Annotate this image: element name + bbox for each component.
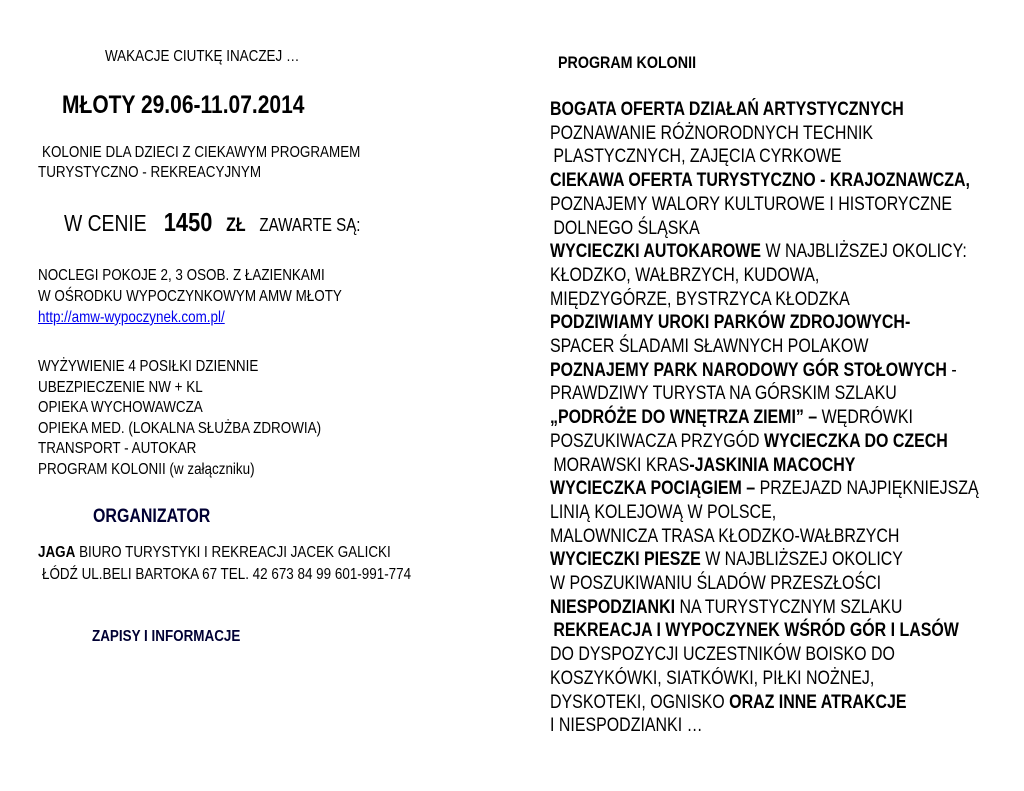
program-line-13: PRAWDZIWY TURYSTA NA GÓRSKIM SZLAKU xyxy=(550,383,897,405)
organizer-heading: ORGANIZATOR xyxy=(93,506,211,527)
program-line-25: KOSZYKÓWKI, SIATKÓWKI, PIŁKI NOŻNEJ, xyxy=(550,667,875,689)
price-line xyxy=(64,207,361,241)
included-item-meals: WYŻYWIENIE 4 POSIŁKI DZIENNIE xyxy=(38,358,259,375)
program-line-7-bold: WYCIECZKI AUTOKAROWE xyxy=(550,241,762,263)
program-line-14 xyxy=(550,406,979,430)
program-line-5: POZNAJEMY WALORY KULTUROWE I HISTORYCZNE xyxy=(550,193,953,215)
included-item-program: PROGRAM KOLONII (w załączniku) xyxy=(38,460,255,478)
price-prefix: W CENIE xyxy=(64,210,147,236)
program-line-15 xyxy=(550,430,979,454)
program-line-16-rest: MORAWSKI KRAS xyxy=(553,454,690,476)
price-currency: ZŁ xyxy=(226,215,246,236)
program-heading: PROGRAM KOLONII xyxy=(558,53,697,72)
program-line-20-rest: W NAJBLIŻSZEJ OKOLICY xyxy=(700,549,903,571)
program-line-15-rest: POSZUKIWACZA PRZYGÓD xyxy=(550,430,765,452)
program-list xyxy=(550,98,979,738)
included-item-transport: TRANSPORT - AUTOKAR xyxy=(38,440,197,457)
program-line-12 xyxy=(550,359,979,383)
program-line-26-rest: DYSKOTEKI, OGNISKO xyxy=(550,691,730,713)
program-line-7 xyxy=(550,240,979,264)
program-line-22-rest: NA TURYSTYCZNYM SZLAKU xyxy=(675,596,903,618)
program-line-7-rest: W NAJBLIŻSZEJ OKOLICY: xyxy=(761,241,967,263)
program-line-15-bold: WYCIECZKA DO CZECH xyxy=(764,430,948,452)
price-suffix: ZAWARTE SĄ: xyxy=(259,215,361,235)
program-line-16-bold: -JASKINIA MACOCHY xyxy=(689,454,856,476)
program-line-14-rest: WĘDRÓWKI xyxy=(817,407,913,429)
program-line-14-bold: „PODRÓŻE DO WNĘTRZA ZIEMI” – xyxy=(550,407,818,429)
program-line-23: REKREACJA I WYPOCZYNEK WŚRÓD GÓR I LASÓW xyxy=(553,620,959,642)
program-line-4: CIEKAWA OFERTA TURYSTYCZNO - KRAJOZNAWCZA, xyxy=(550,170,970,192)
program-line-17-rest: PRZEJAZD NAJPIĘKNIEJSZĄ xyxy=(755,478,979,500)
included-list xyxy=(38,357,321,480)
program-line-24: DO DYSPOZYCJI UCZESTNIKÓW BOISKO DO xyxy=(550,644,895,666)
organizer-address: ŁÓDŹ UL.BELI BARTOKA 67 TEL. 42 673 84 99 601-991-774 xyxy=(42,566,412,583)
organizer-name xyxy=(38,543,391,563)
program-line-19: MALOWNICZA TRASA KŁODZKO-WAŁBRZYCH xyxy=(550,525,900,547)
lodging-link[interactable]: http://amw-wypoczynek.com.pl/ xyxy=(38,309,225,326)
program-line-11: SPACER ŚLADAMI SŁAWNYCH POLAKOW xyxy=(550,336,869,358)
price-value: 1450 xyxy=(163,207,213,237)
organizer-name-rest: BIURO TURYSTYKI I REKREACJI JACEK GALICKI xyxy=(75,544,391,561)
subtitle-line-2: TURYSTYCZNO - REKREACYJNYM xyxy=(38,164,262,181)
program-line-20-bold: WYCIECZKI PIESZE xyxy=(550,549,701,571)
program-line-26-bold: ORAZ INNE ATRAKCJE xyxy=(729,691,907,713)
program-line-10: PODZIWIAMY UROKI PARKÓW ZDROJOWYCH- xyxy=(550,312,911,334)
program-line-12-bold: POZNAJEMY PARK NARODOWY GÓR STOŁOWYCH xyxy=(550,359,947,381)
signup-heading: ZAPISY I INFORMACJE xyxy=(92,628,241,645)
lodging-line-1: NOCLEGI POKOJE 2, 3 OSOB. Z ŁAZIENKAMI xyxy=(38,267,325,284)
lodging-line-2: W OŚRODKU WYPOCZYNKOWYM AMW MŁOTY xyxy=(38,288,342,305)
program-line-17-bold: WYCIECZKA POCIĄGIEM – xyxy=(550,478,756,500)
program-line-26 xyxy=(550,691,979,715)
tagline: WAKACJE CIUTKĘ INACZEJ … xyxy=(105,48,300,65)
program-line-22 xyxy=(550,596,979,620)
program-line-20 xyxy=(550,548,979,572)
program-line-8: KŁODZKO, WAŁBRZYCH, KUDOWA, xyxy=(550,264,820,286)
program-line-6: DOLNEGO ŚLĄSKA xyxy=(553,217,700,239)
program-line-17 xyxy=(550,477,979,501)
program-line-18: LINIĄ KOLEJOWĄ W POLSCE, xyxy=(550,501,777,523)
program-line-1: BOGATA OFERTA DZIAŁAŃ ARTYSTYCZNYCH xyxy=(550,99,904,120)
program-line-21: W POSZUKIWANIU ŚLADÓW PRZESZŁOŚCI xyxy=(550,573,882,595)
page-title: MŁOTY 29.06-11.07.2014 xyxy=(62,91,305,119)
program-line-12-rest: - xyxy=(946,359,957,381)
program-line-2: POZNAWANIE RÓŻNORODNYCH TECHNIK xyxy=(550,122,874,144)
program-line-22-bold: NIESPODZIANKI xyxy=(550,596,676,618)
program-line-3: PLASTYCZNYCH, ZAJĘCIA CYRKOWE xyxy=(553,146,842,168)
included-item-care: OPIEKA WYCHOWAWCZA xyxy=(38,399,203,416)
program-line-9: MIĘDZYGÓRZE, BYSTRZYCA KŁODZKA xyxy=(550,288,850,310)
program-line-16 xyxy=(550,454,979,478)
program-line-27: I NIESPODZIANKI … xyxy=(550,715,703,737)
included-item-medical: OPIEKA MED. (LOKALNA SŁUŻBA ZDROWIA) xyxy=(38,419,322,437)
organizer-name-bold: JAGA xyxy=(38,544,76,561)
subtitle-line-1: KOLONIE DLA DZIECI Z CIEKAWYM PROGRAMEM xyxy=(42,144,361,161)
included-item-insurance: UBEZPIECZENIE NW + KL xyxy=(38,378,203,396)
